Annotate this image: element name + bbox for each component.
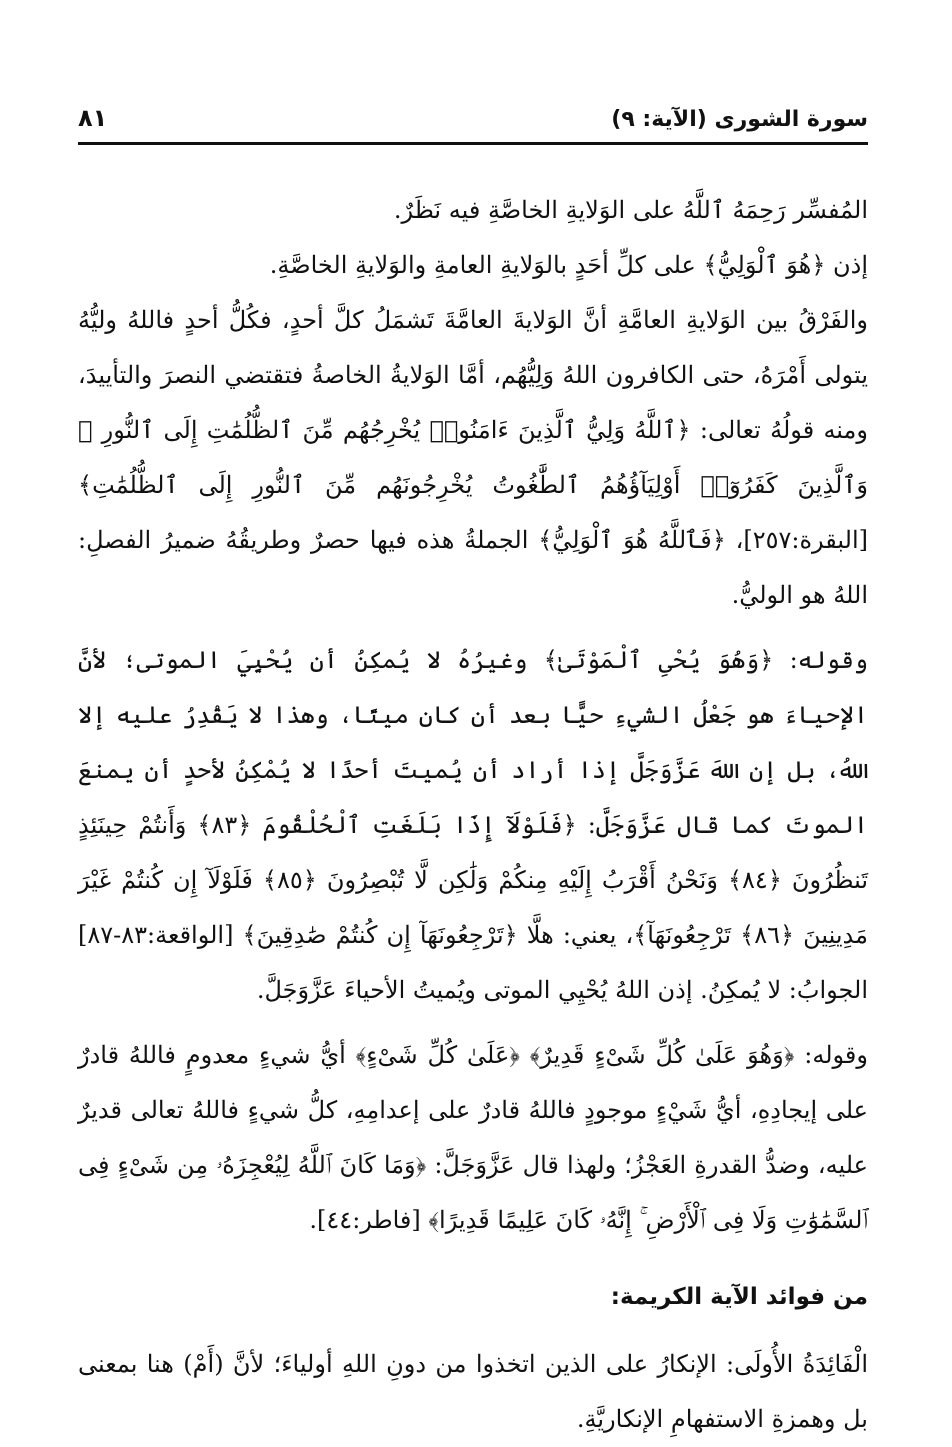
paragraph-yuhyi-almawta: وقوله: ﴿وَهُوَ يُحْىِ ٱلْمَوْتَىٰ﴾ وغيرُهُ لا يُمكِنُ أن يُحْيِيَ الموتى؛ لأنَّ الإحياءَ هو جَعْلُ الشيءِ حيًّا بعد أن كان ميتًا، وهذا لا يَقْدِرُ عليه إلا اللهُ، بل إن اللهَ عَزَّوَجَلَّ إذا أراد أن يُميتَ أحدًا لا يُمْكِنُ لأحدٍ أن يمنعَ الموتَ كما قال عَزَّوَجَلَّ: ﴿فَلَوْلَآ إِذَا بَلَغَتِ ٱلْحُلْقُومَ ﴿٨٣﴾ وَأَنتُمْ حِينَئِذٍ تَنظُرُونَ ﴿٨٤﴾ وَنَحْنُ أَقْرَبُ إِلَيْهِ مِنكُمْ وَلَٰكِن لَّا تُبْصِرُونَ ﴿٨٥﴾ فَلَوْلَآ إِن كُنتُمْ غَيْرَ مَدِينِينَ ﴿٨٦﴾ تَرْجِعُونَهَآ﴾، يعني: هلَّا ﴿تَرْجِعُونَهَآ إِن كُنتُمْ صَٰدِقِينَ﴾ [الواقعة:٨٣-٨٧] الجوابُ: لا يُمكِنُ. إذن اللهُ يُحْيِي الموتى ويُميتُ الأحياءَ عَزَّوَجَلَّ.: [78, 646, 868, 1004]
section-heading: من فوائد الآية الكريمة:: [610, 1284, 868, 1310]
page-header: [78, 96, 868, 136]
paragraph-continuation: المُفسِّر رَحِمَهُ ٱللَّهُ على الوَلايةِ الخاصَّةِ فيه نَظَرٌ.: [393, 196, 868, 224]
paragraph-qadir: وقوله: ﴿وَهُوَ عَلَىٰ كُلِّ شَىْءٍ قَدِيرٌ﴾ ﴿عَلَىٰ كُلِّ شَىْءٍ﴾ أيُّ شيءٍ معدومٍ فاللهُ قادرٌ على إيجادِهِ، أيُّ شَيْءٍ موجودٍ فاللهُ قادرٌ على إعدامِهِ، كلُّ شيءٍ فاللهُ تعالى قديرٌ عليه، وضدُّ القدرةِ العَجْزُ؛ ولهذا قال عَزَّوَجَلَّ: ﴿وَمَا كَانَ ٱللَّهُ لِيُعْجِزَهُۥ مِن شَىْءٍ فِى ٱلسَّمَٰوَٰتِ وَلَا فِى ٱلْأَرْضِ ۚ إِنَّهُۥ كَانَ عَلِيمًا قَدِيرًا﴾ [فاطر:٤٤].: [78, 1041, 868, 1234]
page-number: ٨١: [78, 104, 108, 132]
running-header-title: سورة الشورى (الآية: ٩): [611, 107, 868, 132]
paragraph-first-benefit: الْفَائِدَةُ الأُولَى: الإنكارُ على الذين اتخذوا من دونِ اللهِ أولياءَ؛ لأنَّ (أَمْ) هنا بمعنى بل وهمزةِ الاستفهامِ الإنكاريَّةِ.: [78, 1350, 868, 1433]
body-text: [78, 183, 868, 1447]
paragraph-wali: إذن ﴿هُوَ ٱلْوَلِيُّ﴾ على كلِّ أحَدٍ بالوَلايةِ العامةِ والوَلايةِ الخاصَّةِ.: [269, 251, 868, 279]
paragraph-wilaya-difference: والفَرْقُ بين الوَلايةِ العامَّةِ أنَّ الوَلايةَ العامَّةَ تَشمَلُ كلَّ أحدٍ، فكُلُّ أحدٍ فاللهُ وليُّهُ يتولى أَمْرَهُ، حتى الكافرون اللهُ وَلِيُّهُم، أمَّا الوَلايةُ الخاصةُ فتقتضي النصرَ والتأييدَ، ومنه قولُهُ تعالى: ﴿ٱللَّهُ وَلِيُّ ٱلَّذِينَ ءَامَنُوا۟ يُخْرِجُهُم مِّنَ ٱلظُّلُمَٰتِ إِلَى ٱلنُّورِ ۖ وَٱلَّذِينَ كَفَرُوٓا۟ أَوْلِيَآؤُهُمُ ٱلطَّٰغُوتُ يُخْرِجُونَهُم مِّنَ ٱلنُّورِ إِلَى ٱلظُّلُمَٰتِ﴾ [البقرة:٢٥٧]، ﴿فَٱللَّهُ هُوَ ٱلْوَلِيُّ﴾ الجملةُ هذه فيها حصرٌ وطريقُهُ ضميرُ الفصلِ: اللهُ هو الوليُّ.: [78, 306, 868, 609]
book-page: [78, 96, 868, 1433]
header-rule: [78, 142, 868, 145]
